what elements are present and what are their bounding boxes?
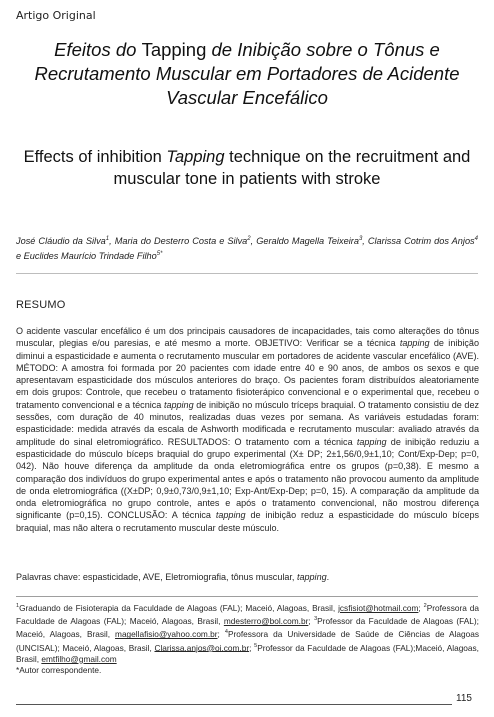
footnote-sep: ;	[249, 642, 255, 653]
keywords-text: espasticidade, AVE, Eletromiografia, tônus muscular,	[80, 572, 297, 582]
author-name: e Euclides Maurício Trindade Filho	[16, 251, 157, 262]
abstract-heading: RESUMO	[16, 299, 66, 311]
page-bottom-rule	[16, 704, 452, 705]
abstract-text: de inibição no músculo tríceps braquial. O tratamento consistiu de dez sessões, com duração de 40 minutos, realizadas duas vezes por semana. As variáveis estudadas foram: espasticidade: medida através da escala de Ashworth modificada e recrutamento muscular: avaliado através da amplitude do sinal eletromiográfico. RESULTADOS: O tratamento com a técnica	[16, 399, 480, 447]
footnote-email-link[interactable]: emtfilho@gmail.com	[41, 653, 117, 664]
footnote-mark: 2	[423, 603, 427, 609]
footnote-mark: 3	[314, 616, 318, 623]
abstract-text: de inibição reduziu a espasticidade do músculo bíceps braquial do grupo experimental (X± DP; 2±1,56/0,9±1,10; Cont/Exp-Dep; p=0, 042). Não houve diferença da amplitude da onda eletromiográfica entre os grupos (p=0,38). E mesmo a comparação dos indivíduos do grupo experimental antes e após o tratamento não provocou aumento da amplitude de onda eletromiográfica ((X±DP; 0,9±0,73/0,9±1,10; Exp-Ant/Exp-Dep; p=0, 15). A comparação da amplitude da onda eletromiográfica no grupo controle, antes e após o tratamento convencional, não mostrou diferença significante (p=0,15). CONCLUSÃO: A técnica	[16, 436, 479, 521]
footnote-sep: ;	[418, 602, 424, 613]
footnote-text: Professora da Universidade de Saúde de Ciências de Alagoas (UNCISAL); Maceió, Alagoas, Brasil,	[16, 629, 479, 653]
footnote-text: Professora da Faculdade de Alagoas (FAL); Maceió, Alagoas, Brasil,	[16, 602, 479, 626]
title-en-part2: technique on the recruitment and muscular tone in patients with stroke	[113, 148, 471, 188]
author-name: , Geraldo Magella Teixeira	[250, 236, 359, 247]
author-affiliation-mark: 1	[105, 236, 110, 242]
title-en-tapping: Tapping	[166, 148, 225, 166]
title-english	[12, 146, 482, 190]
author-list	[16, 233, 478, 263]
footnote-sep: ;	[217, 629, 225, 640]
footnote-divider	[16, 596, 478, 597]
footnotes	[16, 601, 479, 677]
footnote-mark: 4	[224, 629, 228, 636]
author-affiliation-mark: 3	[358, 236, 363, 242]
section-label: Artigo Original	[16, 9, 96, 22]
footnote-mark: 1	[16, 603, 20, 609]
abstract-italic: tapping	[215, 510, 246, 521]
abstract-italic: tapping	[356, 436, 387, 447]
footnote-sep: ;	[308, 615, 315, 626]
page-number: 115	[456, 693, 472, 704]
footnote-email-link[interactable]: jcsfisiot@hotmail.com	[338, 602, 419, 613]
author-name: , Maria do Desterro Costa e Silva	[109, 236, 248, 247]
abstract-text: de inibição reduz a espasticidade do músculo bíceps braquial, mas não altera o recrutamento muscular deste músculo.	[16, 510, 480, 533]
divider	[16, 273, 478, 274]
author-affiliation-mark: 4	[474, 236, 478, 242]
abstract-body	[16, 325, 479, 534]
title-portuguese	[12, 38, 482, 110]
footnote-text: Professor da Faculdade de Alagoas (FAL);Maceió, Alagoas, Brasil,	[16, 642, 479, 664]
author-name: José Cláudio da Silva	[16, 236, 106, 247]
title-en-part1: Effects of inhibition	[23, 148, 167, 166]
footnote-email-link[interactable]: mdesterro@bol.com.br	[223, 615, 309, 626]
abstract-italic: tapping	[399, 338, 430, 349]
keywords-label: Palavras chave:	[16, 572, 81, 582]
author-affiliation-mark: 5*	[156, 251, 163, 258]
footnote-text: Professor da Faculdade de Alagoas (FAL); Maceió, Alagoas, Brasil,	[16, 615, 479, 640]
footnote-email-link[interactable]: Clarissa.anjos@oi.com.br	[154, 642, 250, 653]
keywords	[16, 571, 479, 583]
keywords-italic: tapping	[296, 572, 327, 582]
footnote-text: Graduando de Fisioterapia da Faculdade de Alagoas (FAL); Maceió, Alagoas, Brasil,	[19, 602, 339, 613]
abstract-text: de inibição diminui a espasticidade e aumenta o recrutamento muscular em portadores de acidente vascular encefálico (AVE). MÉTODO: A amostra foi formada por 20 pacientes com idade entre 40 e 90 anos, de ambos os sexos e que apresentavam espasticidade dos músculos anteriores do braço. Os pacientes foram distribuídos aleatoriamente em dois grupos: Controle, que recebeu o tratamento fisioterápico convencional e o experimental que, recebeu o tratamento convencional e a técnica	[16, 338, 479, 410]
title-pt-part1: Efeitos do	[54, 39, 142, 60]
abstract-text: O acidente vascular encefálico é um dos principais causadores de incapacidades, tais como alterações do tônus muscular, plegias e/ou paresias, e até mesmo a morte. OBJETIVO: Verificar se a técnica	[16, 326, 479, 349]
keywords-end: .	[326, 572, 330, 582]
title-pt-part2: de Inibição sobre o Tônus e Recrutamento Muscular em Portadores de Acidente Vascular Encefálico	[34, 39, 460, 108]
footnote-email-link[interactable]: magellafisio@yahoo.com.br	[115, 629, 218, 640]
author-affiliation-mark: 2	[247, 236, 251, 242]
corresponding-author-note: *Autor correspondente.	[16, 665, 102, 676]
author-name: , Clarissa Cotrim dos Anjos	[362, 236, 475, 247]
title-pt-tapping: Tapping	[141, 39, 207, 60]
abstract-italic: tapping	[163, 399, 194, 410]
footnote-mark: 5	[254, 642, 258, 649]
